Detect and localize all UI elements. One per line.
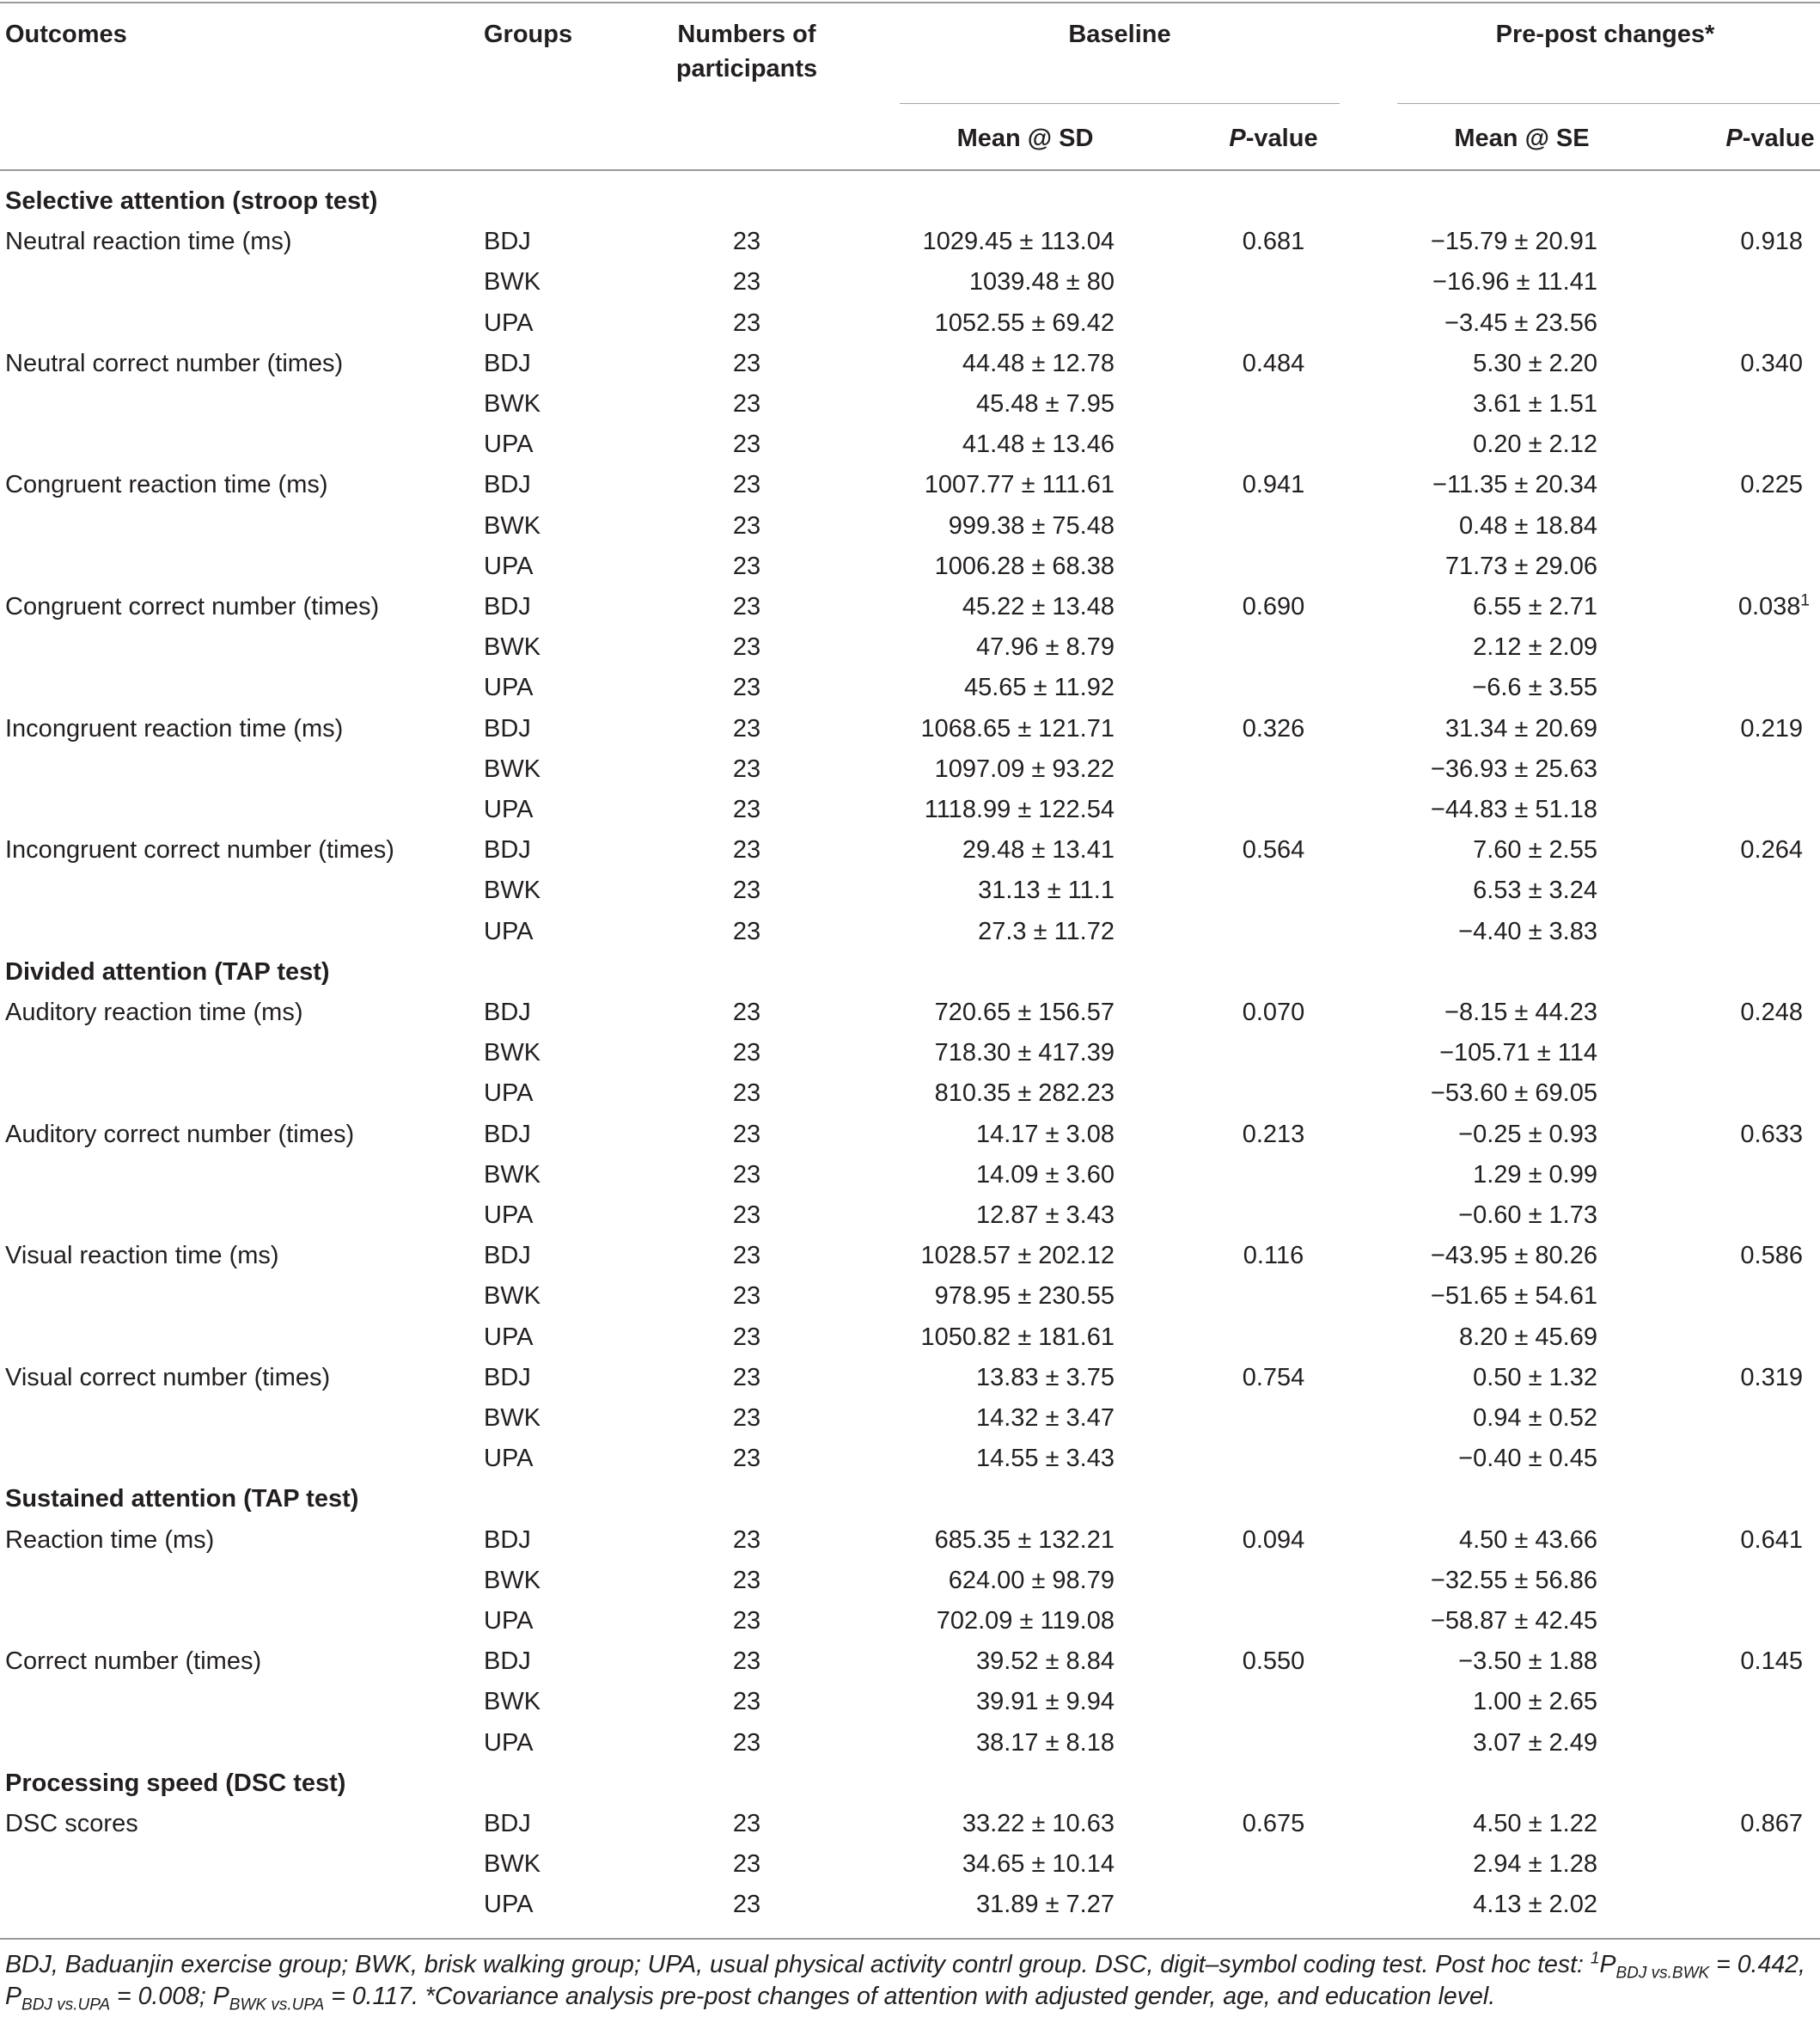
group-cell: BDJ <box>484 1363 531 1391</box>
outcome-name: Incongruent reaction time (ms) <box>5 714 344 743</box>
header-outcomes: Outcomes <box>5 21 127 48</box>
baseline-mean-sd-cell: 810.35 ± 282.23 <box>934 1079 1115 1108</box>
baseline-mean-sd-cell: 45.65 ± 11.92 <box>963 674 1115 702</box>
section-title: Sustained attention (TAP test) <box>5 1485 359 1513</box>
group-cell: UPA <box>484 796 534 823</box>
group-cell: BDJ <box>484 1120 531 1148</box>
group-cell: UPA <box>484 309 534 337</box>
n-cell: 23 <box>732 1891 761 1919</box>
group-cell: BWK <box>484 511 541 540</box>
n-cell: 23 <box>732 1404 761 1432</box>
footnote-line-2 <box>5 1979 1495 2014</box>
n-cell: 23 <box>732 431 761 459</box>
change-mean-se-cell: 31.34 ± 20.69 <box>1444 714 1597 743</box>
group-cell: BDJ <box>484 1242 531 1270</box>
baseline-p-value: 0.690 <box>1242 593 1305 620</box>
outcome-name: Visual correct number (times) <box>5 1363 331 1391</box>
n-cell: 23 <box>732 552 761 580</box>
change-mean-se-cell: −51.65 ± 54.61 <box>1430 1282 1597 1311</box>
baseline-p-value: 0.550 <box>1242 1647 1305 1676</box>
change-mean-se-cell: −16.96 ± 11.41 <box>1432 268 1597 296</box>
change-mean-se-cell: 0.50 ± 1.32 <box>1473 1363 1597 1391</box>
p-rest: -value <box>1742 125 1815 152</box>
footnote-sub3: BWK vs.UPA <box>229 1996 325 2014</box>
group-cell: BWK <box>484 1688 541 1716</box>
group-cell: BWK <box>484 1566 541 1594</box>
baseline-mean-sd-cell: 47.96 ± 8.79 <box>975 633 1115 662</box>
change-mean-se-cell: 1.00 ± 2.65 <box>1473 1688 1597 1716</box>
footnote-p3: P <box>212 1983 229 2010</box>
baseline-mean-sd-cell: 39.52 ± 8.84 <box>975 1647 1115 1676</box>
n-cell: 23 <box>732 1647 761 1676</box>
header-bottom-rule <box>0 169 1820 171</box>
baseline-mean-sd-cell: 1097.09 ± 93.22 <box>934 755 1115 783</box>
outcome-name: Auditory correct number (times) <box>5 1120 355 1148</box>
prepost-span-rule <box>1397 103 1820 104</box>
n-cell: 23 <box>732 1728 761 1757</box>
n-cell: 23 <box>732 1323 761 1351</box>
n-cell: 23 <box>732 1525 761 1554</box>
change-mean-se-cell: −6.6 ± 3.55 <box>1472 674 1597 702</box>
group-cell: BWK <box>484 268 541 296</box>
n-cell: 23 <box>732 1160 761 1189</box>
baseline-mean-sd-cell: 1006.28 ± 68.38 <box>934 552 1115 580</box>
change-mean-se-cell: 0.94 ± 0.52 <box>1473 1404 1597 1432</box>
header-prepost: Pre-post changes* <box>1495 21 1715 48</box>
p-italic: P <box>1725 125 1743 152</box>
group-cell: UPA <box>484 917 534 945</box>
group-cell: BDJ <box>484 836 531 865</box>
baseline-span-rule <box>900 103 1340 104</box>
baseline-mean-sd-cell: 31.13 ± 11.1 <box>978 877 1115 905</box>
change-mean-se-cell: −44.83 ± 51.18 <box>1430 796 1597 823</box>
header-p-baseline <box>1229 121 1317 156</box>
baseline-mean-sd-cell: 41.48 ± 13.46 <box>962 431 1115 459</box>
baseline-mean-sd-cell: 27.3 ± 11.72 <box>978 917 1115 945</box>
change-mean-se-cell: 4.50 ± 43.66 <box>1458 1525 1597 1554</box>
change-p-value: 0.248 <box>1740 999 1803 1026</box>
baseline-mean-sd-cell: 1007.77 ± 111.61 <box>924 471 1115 499</box>
outcome-name: Visual reaction time (ms) <box>5 1242 279 1270</box>
change-mean-se-cell: −3.50 ± 1.88 <box>1458 1647 1597 1676</box>
baseline-p-value: 0.675 <box>1242 1810 1305 1837</box>
baseline-mean-sd-cell: 44.48 ± 12.78 <box>962 349 1115 377</box>
footnote-p2: P <box>5 1983 22 2010</box>
footnote-line-1 <box>5 1947 1805 1982</box>
n-cell: 23 <box>732 836 761 865</box>
change-p-value: 0.145 <box>1740 1647 1803 1676</box>
change-mean-se-cell: −4.40 ± 3.83 <box>1458 917 1597 945</box>
group-cell: BDJ <box>484 1810 531 1837</box>
change-mean-se-cell: 1.29 ± 0.99 <box>1473 1160 1597 1189</box>
baseline-mean-sd-cell: 624.00 ± 98.79 <box>948 1566 1115 1594</box>
change-p-text: 0.038 <box>1738 593 1801 620</box>
baseline-p-value: 0.070 <box>1242 999 1305 1026</box>
baseline-p-value: 0.681 <box>1242 228 1305 256</box>
baseline-mean-sd-cell: 34.65 ± 10.14 <box>962 1850 1115 1879</box>
n-cell: 23 <box>732 228 761 256</box>
change-mean-se-cell: −58.87 ± 42.45 <box>1430 1607 1597 1635</box>
group-cell: UPA <box>484 1891 534 1919</box>
p-italic: P <box>1229 125 1246 152</box>
n-cell: 23 <box>732 1363 761 1391</box>
baseline-mean-sd-cell: 45.22 ± 13.48 <box>962 593 1115 620</box>
n-cell: 23 <box>732 1688 761 1716</box>
group-cell: UPA <box>484 674 534 702</box>
change-mean-se-cell: −15.79 ± 20.91 <box>1430 228 1597 256</box>
footnote-sub2: BDJ vs.UPA <box>21 1996 111 2014</box>
change-mean-se-cell: −53.60 ± 69.05 <box>1430 1079 1597 1108</box>
table-top-rule <box>0 2 1820 3</box>
footnote-sup: 1 <box>1590 1949 1600 1968</box>
baseline-mean-sd-cell: 1118.99 ± 122.54 <box>924 796 1115 823</box>
baseline-mean-sd-cell: 45.48 ± 7.95 <box>975 390 1115 418</box>
n-cell: 23 <box>732 633 761 662</box>
header-baseline: Baseline <box>1068 21 1171 48</box>
baseline-mean-sd-cell: 1029.45 ± 113.04 <box>922 228 1115 256</box>
n-cell: 23 <box>732 1566 761 1594</box>
group-cell: UPA <box>484 1323 534 1351</box>
section-title: Divided attention (TAP test) <box>5 957 330 986</box>
n-cell: 23 <box>732 1201 761 1229</box>
change-mean-se-cell: −0.40 ± 0.45 <box>1458 1445 1597 1473</box>
section-title: Processing speed (DSC test) <box>5 1769 346 1797</box>
group-cell: BDJ <box>484 1525 531 1554</box>
footnote-p1: P <box>1599 1951 1616 1978</box>
n-cell: 23 <box>732 674 761 702</box>
outcome-name: Auditory reaction time (ms) <box>5 999 303 1026</box>
p-rest: -value <box>1245 125 1318 152</box>
header-p-change <box>1725 121 1814 156</box>
n-cell: 23 <box>732 1120 761 1148</box>
n-cell: 23 <box>732 1850 761 1879</box>
baseline-p-value: 0.213 <box>1242 1120 1305 1148</box>
baseline-mean-sd-cell: 978.95 ± 230.55 <box>934 1282 1115 1311</box>
change-mean-se-cell: −32.55 ± 56.86 <box>1430 1566 1597 1594</box>
outcome-name: Neutral correct number (times) <box>5 349 344 377</box>
baseline-mean-sd-cell: 38.17 ± 8.18 <box>975 1728 1115 1757</box>
baseline-mean-sd-cell: 718.30 ± 417.39 <box>934 1039 1115 1067</box>
n-cell: 23 <box>732 1810 761 1837</box>
n-cell: 23 <box>732 999 761 1026</box>
group-cell: BWK <box>484 1282 541 1311</box>
n-cell: 23 <box>732 755 761 783</box>
change-mean-se-cell: 4.13 ± 2.02 <box>1473 1891 1597 1919</box>
baseline-mean-sd-cell: 13.83 ± 3.75 <box>975 1363 1115 1391</box>
group-cell: BWK <box>484 1039 541 1067</box>
change-mean-se-cell: 71.73 ± 29.06 <box>1444 552 1597 580</box>
n-cell: 23 <box>732 877 761 905</box>
baseline-p-value: 0.941 <box>1242 471 1305 499</box>
n-cell: 23 <box>732 593 761 620</box>
change-p-value: 0.340 <box>1740 349 1803 377</box>
group-cell: BDJ <box>484 471 531 499</box>
change-p-value: 0.867 <box>1740 1810 1803 1837</box>
group-cell: UPA <box>484 552 534 580</box>
baseline-mean-sd-cell: 29.48 ± 13.41 <box>962 836 1115 865</box>
change-mean-se-cell: 6.55 ± 2.71 <box>1473 593 1597 620</box>
change-mean-se-cell: −36.93 ± 25.63 <box>1430 755 1597 783</box>
n-cell: 23 <box>732 1079 761 1108</box>
header-mean-sd: Mean @ SD <box>956 125 1094 152</box>
baseline-mean-sd-cell: 14.09 ± 3.60 <box>975 1160 1115 1189</box>
baseline-p-value: 0.116 <box>1243 1242 1304 1270</box>
n-cell: 23 <box>732 349 761 377</box>
group-cell: BDJ <box>484 714 531 743</box>
outcome-name: Neutral reaction time (ms) <box>5 228 292 256</box>
baseline-p-value: 0.754 <box>1242 1363 1305 1391</box>
baseline-mean-sd-cell: 31.89 ± 7.27 <box>975 1891 1115 1919</box>
group-cell: UPA <box>484 1607 534 1635</box>
change-mean-se-cell: −0.25 ± 0.93 <box>1458 1120 1597 1148</box>
n-cell: 23 <box>732 1445 761 1473</box>
change-p-value: 0.219 <box>1740 714 1803 743</box>
baseline-mean-sd-cell: 1039.48 ± 80 <box>968 268 1115 296</box>
change-p-value: 0.319 <box>1740 1363 1803 1391</box>
outcome-name: Congruent correct number (times) <box>5 593 380 620</box>
change-mean-se-cell: −8.15 ± 44.23 <box>1444 999 1597 1026</box>
outcome-name: DSC scores <box>5 1810 138 1837</box>
baseline-p-value: 0.484 <box>1242 349 1305 377</box>
change-p-value: 0.264 <box>1740 836 1803 865</box>
change-mean-se-cell: 0.20 ± 2.12 <box>1473 431 1597 459</box>
baseline-p-value: 0.094 <box>1242 1525 1305 1554</box>
group-cell: BWK <box>484 877 541 905</box>
change-mean-se-cell: −11.35 ± 20.34 <box>1432 471 1597 499</box>
outcome-name: Correct number (times) <box>5 1647 262 1676</box>
group-cell: BWK <box>484 390 541 418</box>
group-cell: BDJ <box>484 228 531 256</box>
change-mean-se-cell: −3.45 ± 23.56 <box>1444 309 1597 337</box>
footnote-sub1: BDJ vs.BWK <box>1615 1964 1710 1983</box>
baseline-mean-sd-cell: 14.32 ± 3.47 <box>975 1404 1115 1432</box>
n-cell: 23 <box>732 1242 761 1270</box>
group-cell: UPA <box>484 1079 534 1108</box>
footnote-text: BDJ, Baduanjin exercise group; BWK, brisk walking group; UPA, usual physical activity contrl group. DSC, digit–symbol coding test. Post hoc test: <box>5 1951 1591 1978</box>
change-mean-se-cell: −105.71 ± 114 <box>1439 1039 1597 1067</box>
change-mean-se-cell: 2.12 ± 2.09 <box>1473 633 1597 662</box>
p-footnote-marker: 1 <box>1800 591 1810 610</box>
n-cell: 23 <box>732 1282 761 1311</box>
baseline-mean-sd-cell: 720.65 ± 156.57 <box>934 999 1115 1026</box>
change-p-value: 0.225 <box>1740 471 1803 499</box>
n-cell: 23 <box>732 917 761 945</box>
change-mean-se-cell: 3.07 ± 2.49 <box>1473 1728 1597 1757</box>
n-cell: 23 <box>732 268 761 296</box>
baseline-mean-sd-cell: 685.35 ± 132.21 <box>934 1525 1115 1554</box>
change-p-value: 0.633 <box>1740 1120 1803 1148</box>
n-cell: 23 <box>732 309 761 337</box>
group-cell: BDJ <box>484 1647 531 1676</box>
change-mean-se-cell: 8.20 ± 45.69 <box>1458 1323 1597 1351</box>
change-p-value: 0.918 <box>1740 228 1803 256</box>
outcome-name: Reaction time (ms) <box>5 1525 215 1554</box>
change-mean-se-cell: 0.48 ± 18.84 <box>1458 511 1597 540</box>
group-cell: BWK <box>484 755 541 783</box>
group-cell: BWK <box>484 1850 541 1879</box>
header-mean-se: Mean @ SE <box>1454 125 1590 152</box>
baseline-p-value: 0.326 <box>1242 714 1305 743</box>
n-cell: 23 <box>732 1039 761 1067</box>
change-mean-se-cell: 7.60 ± 2.55 <box>1473 836 1597 865</box>
change-mean-se-cell: 3.61 ± 1.51 <box>1473 390 1597 418</box>
group-cell: BWK <box>484 633 541 662</box>
baseline-p-value: 0.564 <box>1242 836 1305 865</box>
header-groups: Groups <box>484 21 573 48</box>
baseline-mean-sd-cell: 1050.82 ± 181.61 <box>920 1323 1115 1351</box>
n-cell: 23 <box>732 471 761 499</box>
group-cell: BDJ <box>484 999 531 1026</box>
baseline-mean-sd-cell: 1068.65 ± 121.71 <box>920 714 1115 743</box>
table-bottom-rule <box>0 1938 1820 1940</box>
change-mean-se-cell: 2.94 ± 1.28 <box>1473 1850 1597 1879</box>
group-cell: UPA <box>484 1201 534 1229</box>
baseline-mean-sd-cell: 14.55 ± 3.43 <box>975 1445 1115 1473</box>
change-mean-se-cell: 4.50 ± 1.22 <box>1473 1810 1597 1837</box>
group-cell: BWK <box>484 1404 541 1432</box>
baseline-mean-sd-cell: 14.17 ± 3.08 <box>975 1120 1115 1148</box>
header-n-line2: participants <box>675 55 818 83</box>
footnote-val2: = 0.008; <box>110 1983 213 2010</box>
change-p-value <box>1738 591 1810 622</box>
group-cell: UPA <box>484 1728 534 1757</box>
footnote-val1: = 0.442, <box>1709 1951 1805 1978</box>
baseline-mean-sd-cell: 39.91 ± 9.94 <box>975 1688 1115 1716</box>
baseline-mean-sd-cell: 702.09 ± 119.08 <box>936 1607 1115 1635</box>
group-cell: UPA <box>484 431 534 459</box>
group-cell: BDJ <box>484 593 531 620</box>
baseline-mean-sd-cell: 999.38 ± 75.48 <box>948 511 1115 540</box>
n-cell: 23 <box>732 714 761 743</box>
n-cell: 23 <box>732 390 761 418</box>
baseline-mean-sd-cell: 1052.55 ± 69.42 <box>934 309 1115 337</box>
change-mean-se-cell: −43.95 ± 80.26 <box>1430 1242 1597 1270</box>
header-n-line1: Numbers of <box>677 21 816 48</box>
baseline-mean-sd-cell: 33.22 ± 10.63 <box>962 1810 1115 1837</box>
outcome-name: Incongruent correct number (times) <box>5 836 394 865</box>
change-mean-se-cell: −0.60 ± 1.73 <box>1458 1201 1597 1229</box>
change-mean-se-cell: 5.30 ± 2.20 <box>1473 349 1597 377</box>
n-cell: 23 <box>732 796 761 823</box>
change-mean-se-cell: 6.53 ± 3.24 <box>1473 877 1597 905</box>
n-cell: 23 <box>732 511 761 540</box>
section-title: Selective attention (stroop test) <box>5 187 378 215</box>
footnote-val3: = 0.117. *Covariance analysis pre-post changes of attention with adjusted gender, age, and education level. <box>324 1983 1496 2010</box>
n-cell: 23 <box>732 1607 761 1635</box>
baseline-mean-sd-cell: 1028.57 ± 202.12 <box>920 1242 1115 1270</box>
group-cell: UPA <box>484 1445 534 1473</box>
change-p-value: 0.641 <box>1740 1525 1803 1554</box>
baseline-mean-sd-cell: 12.87 ± 3.43 <box>975 1201 1115 1229</box>
group-cell: BWK <box>484 1160 541 1189</box>
change-p-value: 0.586 <box>1740 1242 1803 1270</box>
outcome-name: Congruent reaction time (ms) <box>5 471 328 499</box>
group-cell: BDJ <box>484 349 531 377</box>
